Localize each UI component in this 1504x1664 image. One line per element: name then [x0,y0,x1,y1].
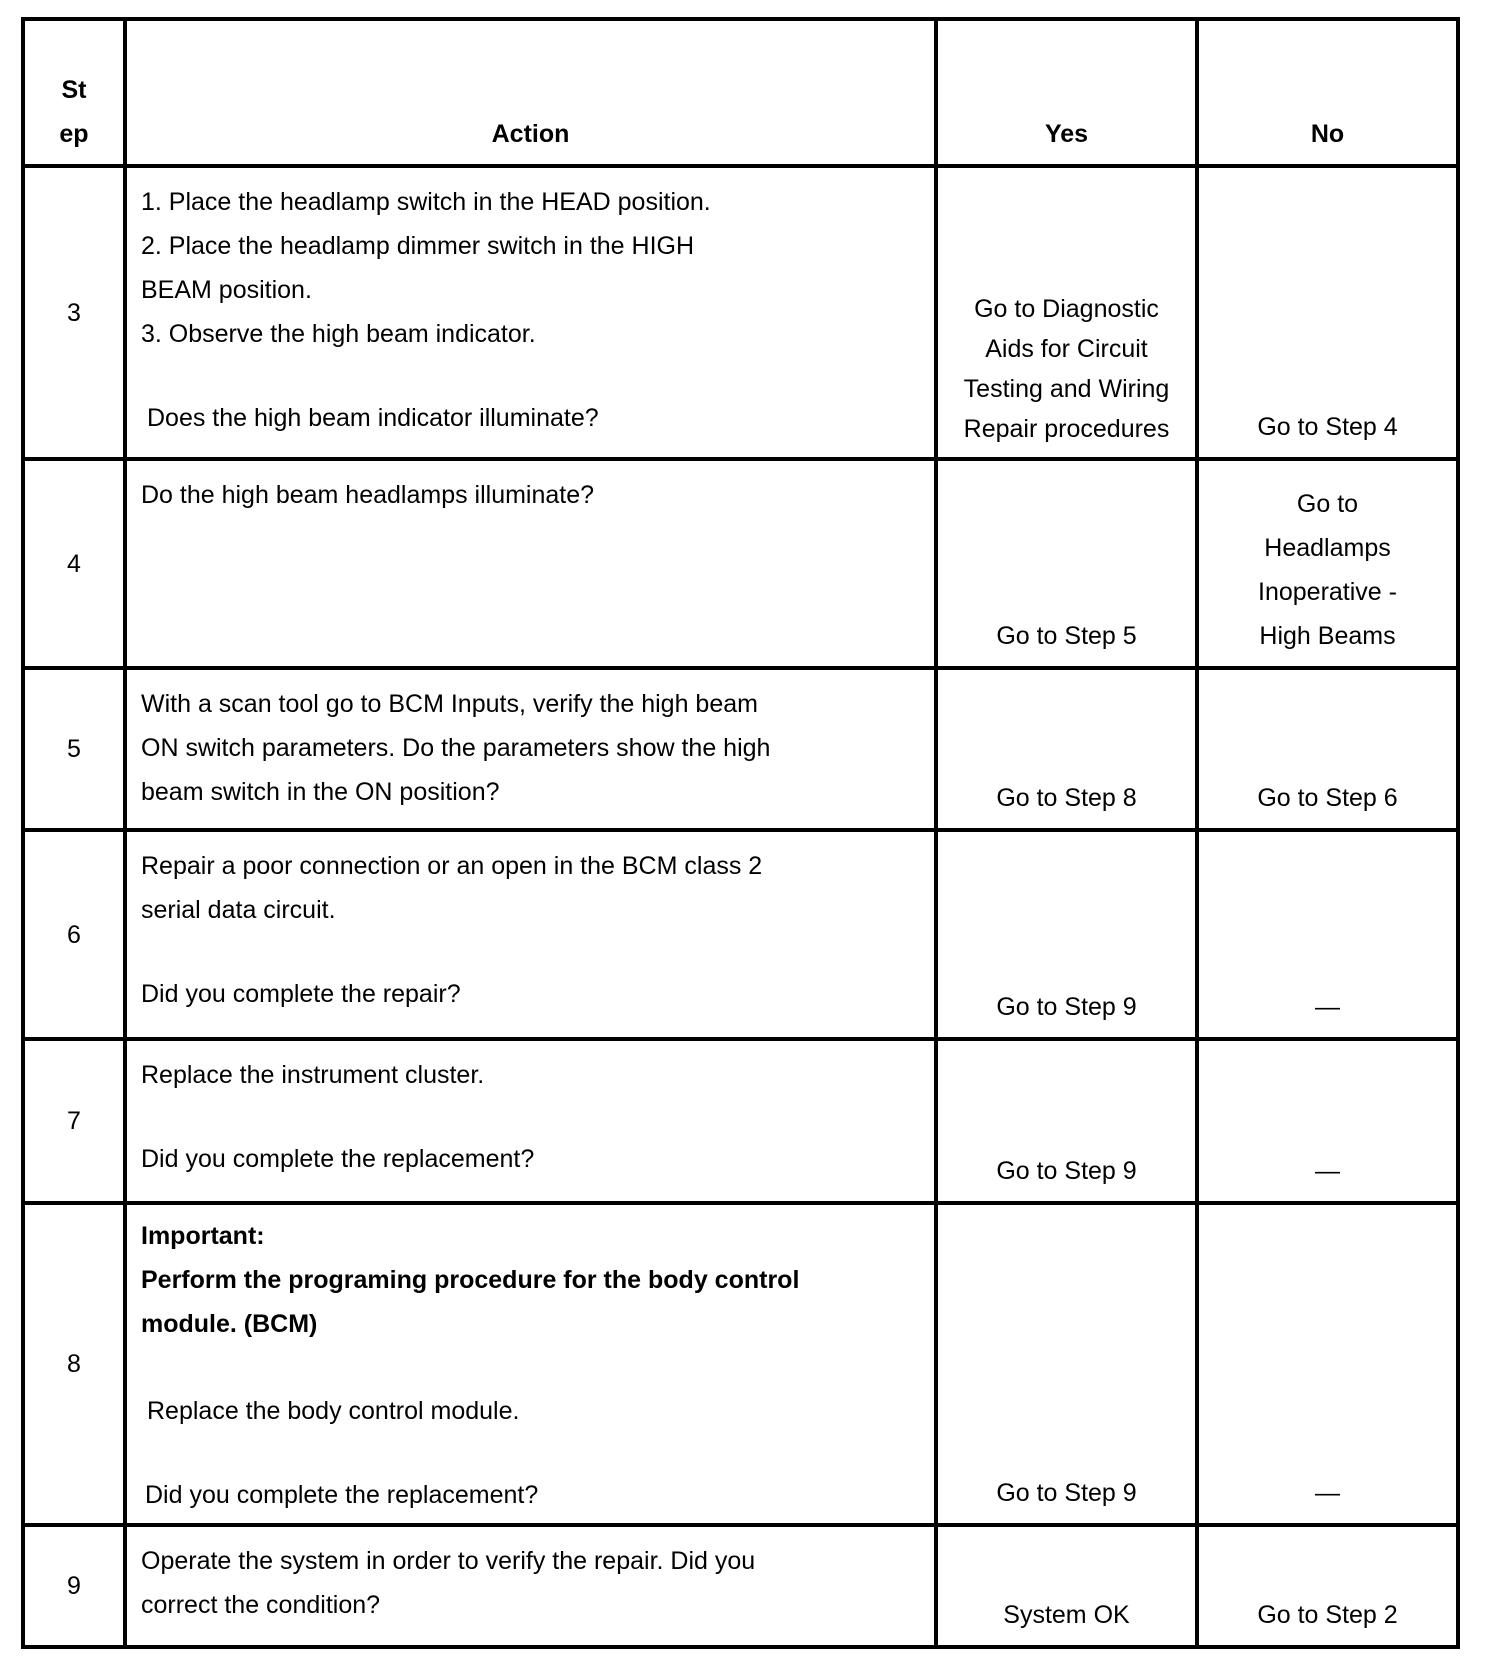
action-line: 2. Place the headlamp dimmer switch in the HIGH [141,232,695,260]
header-row [23,19,1458,166]
no-cell: Go to Step 6 [1197,668,1458,830]
action-line: Repair a poor connection or an open in the BCM class 2 [141,852,763,880]
table-row [23,1203,1458,1525]
no-cell: — [1197,1039,1458,1203]
yes-line: Repair procedures [963,415,1170,443]
no-cell: Go to Step 2 [1197,1525,1458,1647]
action-cell [125,1525,936,1647]
action-cell [125,166,936,459]
important-text: Perform the programing procedure for the body control [141,1266,800,1294]
yes-cell: Go to Step 9 [936,1203,1197,1525]
step-number: 7 [23,1039,125,1203]
diagnostic-table [21,17,1460,1649]
yes-cell [936,166,1197,459]
header-action: Action [125,19,936,166]
yes-cell: Go to Step 8 [936,668,1197,830]
action-line: serial data circuit. [141,896,336,924]
step-number: 9 [23,1525,125,1647]
yes-cell: Go to Step 9 [936,1039,1197,1203]
important-text: module. (BCM) [141,1310,318,1338]
action-line: With a scan tool go to BCM Inputs, verify the high beam [141,690,758,718]
action-cell [125,1039,936,1203]
step-number: 3 [23,166,125,459]
no-line: Headlamps [1264,534,1391,562]
no-line: Go to [1296,490,1359,518]
action-cell [125,668,936,830]
table-row [23,166,1458,459]
header-step-line: ep [59,120,89,148]
no-line: High Beams [1259,622,1396,650]
question: Did you complete the repair? [141,980,461,1008]
yes-line: Go to Diagnostic [974,295,1159,323]
action-line: 3. Observe the high beam indicator. [141,320,536,348]
yes-line: Aids for Circuit [985,335,1148,363]
header-step-line: St [61,76,87,104]
question: Does the high beam indicator illuminate? [147,404,599,432]
action-line: beam switch in the ON position? [141,778,500,806]
header-no: No [1197,19,1458,166]
question: Did you complete the replacement? [145,1481,539,1509]
table-row [23,1525,1458,1647]
action-line: ON switch parameters. Do the parameters show the high [141,734,771,762]
no-cell: — [1197,1203,1458,1525]
action-line: correct the condition? [141,1591,381,1619]
no-cell: Go to Step 4 [1197,166,1458,459]
yes-cell: System OK [936,1525,1197,1647]
action-cell [125,830,936,1039]
action-cell [125,1203,936,1525]
yes-cell: Go to Step 5 [936,459,1197,668]
action-line: 1. Place the headlamp switch in the HEAD position. [141,188,711,216]
step-number: 4 [23,459,125,668]
no-cell [1197,459,1458,668]
yes-line: Testing and Wiring [963,375,1170,403]
yes-cell: Go to Step 9 [936,830,1197,1039]
header-step [23,19,125,166]
header-yes: Yes [936,19,1197,166]
action-line: Operate the system in order to verify the repair. Did you [141,1547,756,1575]
table-row [23,830,1458,1039]
important-label: Important: [141,1222,265,1250]
table-row [23,668,1458,830]
question: Did you complete the replacement? [141,1145,535,1173]
action-line: Replace the instrument cluster. [141,1061,485,1089]
step-number: 5 [23,668,125,830]
no-cell: — [1197,830,1458,1039]
action-line: BEAM position. [141,276,312,304]
step-number: 8 [23,1203,125,1525]
no-line: Inoperative - [1258,578,1397,606]
table-row [23,459,1458,668]
step-number: 6 [23,830,125,1039]
action-cell: Do the high beam headlamps illuminate? [125,459,936,668]
action-line: Replace the body control module. [147,1397,520,1425]
table-row [23,1039,1458,1203]
